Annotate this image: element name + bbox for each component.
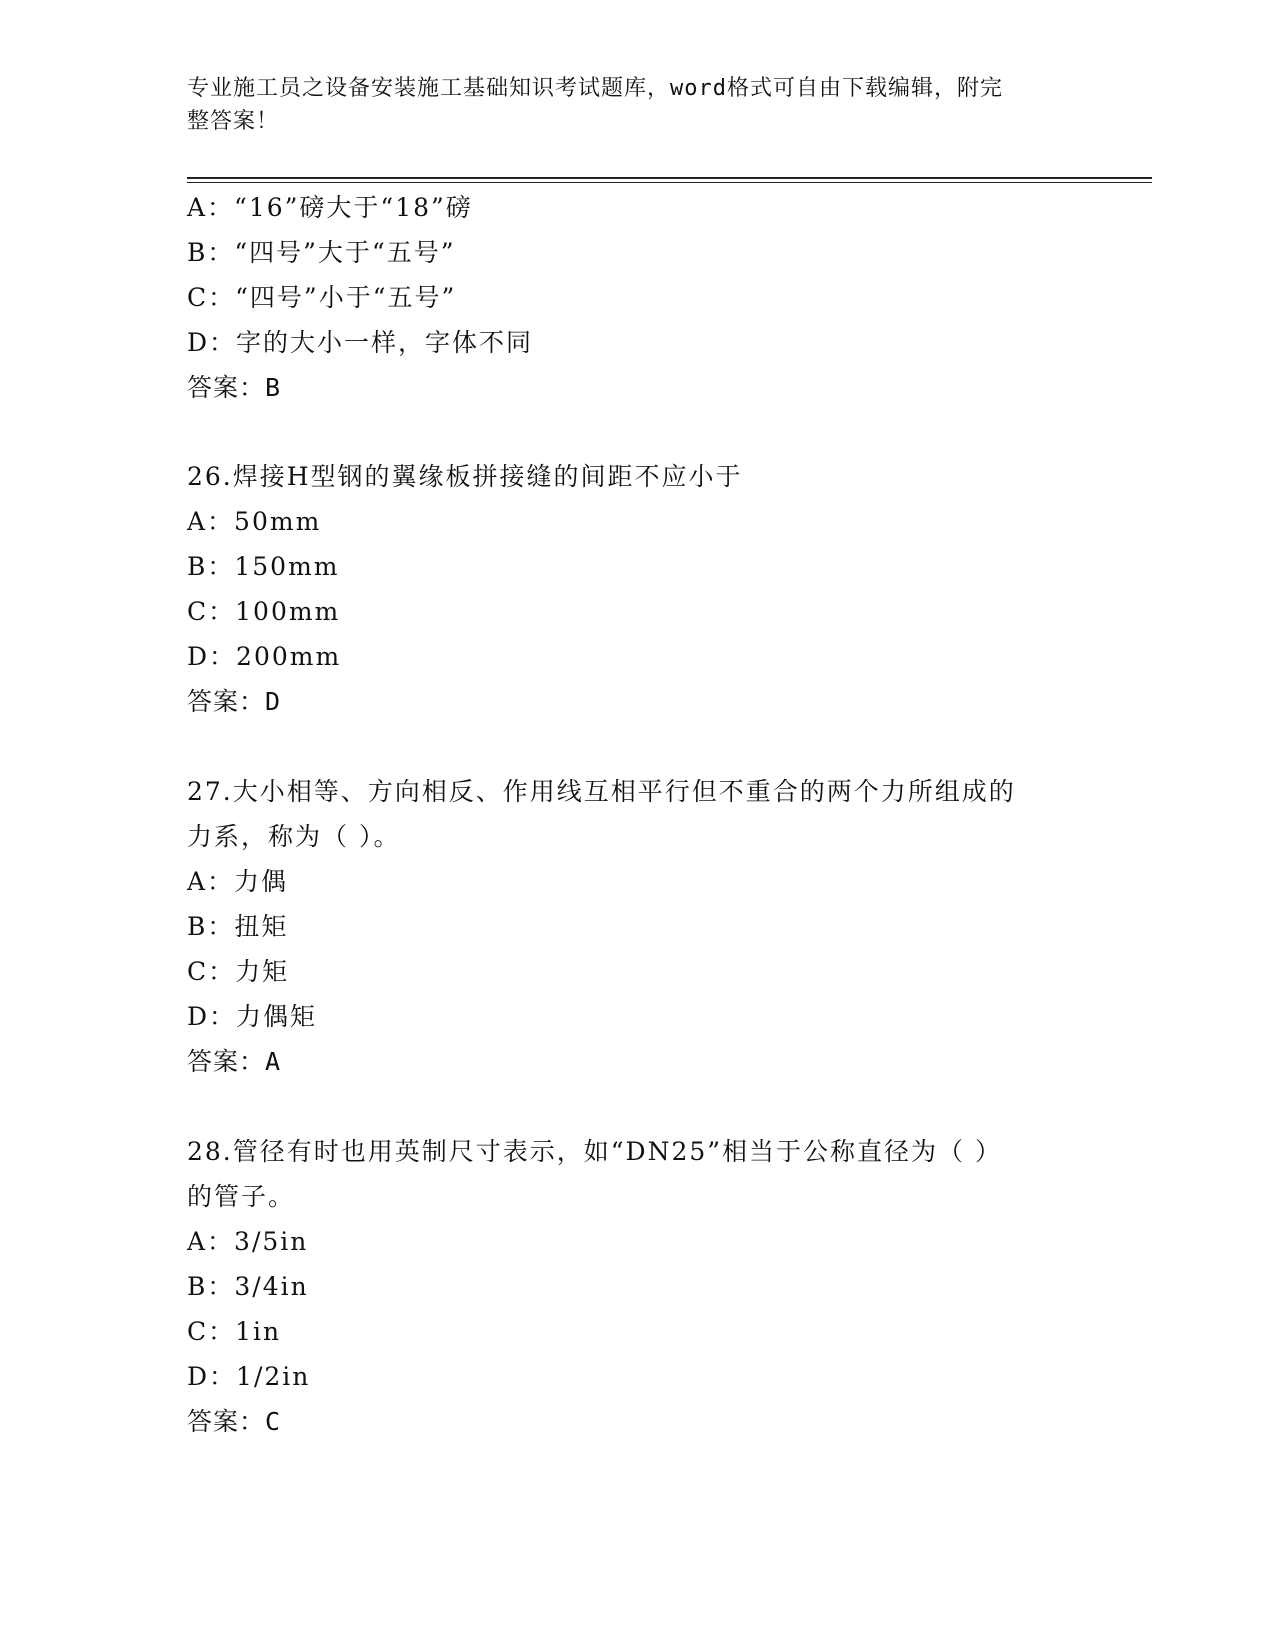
document-header [187,72,1087,138]
answer-label: 答案： [187,373,266,402]
prev-option-b: B：“四号”大于“五号” [187,238,456,267]
question-27-option-d: D：力偶矩 [187,1002,318,1031]
question-26-answer [187,686,281,718]
question-26-option-c: C：100mm [187,597,341,626]
question-28-option-b: B：3/4in [187,1272,309,1301]
question-27-option-a: A：力偶 [187,867,289,896]
question-28-option-d: D：1/2in [187,1362,311,1391]
answer-label: 答案： [187,1047,266,1076]
question-26-option-b: B：150mm [187,552,340,581]
prev-answer [187,372,281,404]
header-divider-thick [187,177,1152,179]
question-27-stem-line-2: 力系，称为（ ）。 [187,822,401,851]
question-28-stem-line-1: 28.管径有时也用英制尺寸表示，如“DN25”相当于公称直径为（ ） [187,1137,1002,1166]
prev-option-c: C：“四号”小于“五号” [187,283,457,312]
header-divider-thin [187,182,1152,183]
question-28-option-a: A：3/5in [187,1227,309,1256]
question-27-option-c: C：力矩 [187,957,290,986]
question-26-stem: 26.焊接H型钢的翼缘板拼接缝的间距不应小于 [187,462,743,491]
answer-label: 答案： [187,1407,266,1436]
answer-label: 答案： [187,687,266,716]
prev-option-d: D：字的大小一样，字体不同 [187,328,534,357]
question-26-option-d: D：200mm [187,642,342,671]
header-line-2: 整答案！ [187,109,280,134]
question-28-stem-line-2: 的管子。 [187,1182,296,1211]
answer-value: D [265,687,282,716]
answer-value: A [265,1047,282,1076]
answer-value: C [265,1407,282,1436]
question-27-answer [187,1046,281,1078]
question-28-option-c: C：1in [187,1317,282,1346]
question-28-answer [187,1406,281,1438]
prev-option-a: A：“16”磅大于“18”磅 [187,193,473,222]
answer-value: B [265,373,282,402]
question-26-option-a: A：50mm [187,507,322,536]
question-27-option-b: B：扭矩 [187,912,289,941]
question-27-stem-line-1: 27.大小相等、方向相反、作用线互相平行但不重合的两个力所组成的 [187,777,1016,806]
header-line-1: 专业施工员之设备安装施工基础知识考试题库，word格式可自由下载编辑，附完 [187,76,1003,101]
